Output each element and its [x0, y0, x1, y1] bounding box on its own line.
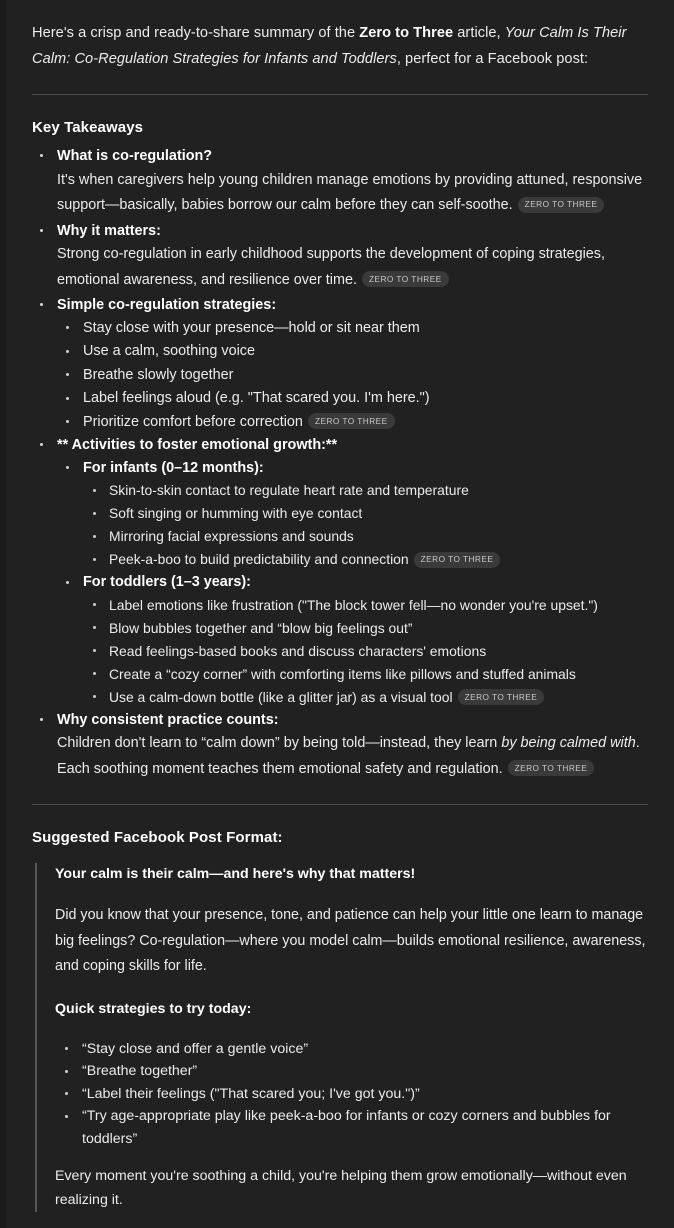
strategy-text: “Label their feelings ("That scared you; I've got you.")” [82, 1085, 420, 1102]
bullet-icon [93, 558, 96, 561]
list-item [57, 364, 648, 387]
bullet-icon [40, 154, 43, 157]
activity-text: Peek-a-boo to build predictability and connection [109, 551, 409, 567]
bullet-icon [66, 466, 69, 469]
list-item [83, 617, 648, 639]
item-lead-label: Why consistent practice counts: [57, 711, 279, 728]
quick-strategies-list [55, 1038, 648, 1151]
bullet-icon [40, 718, 43, 721]
activities-group-list [57, 457, 648, 708]
quote-closing-line: Every moment you're soothing a child, you're helping them grow emotionally—without even realizing it. [55, 1168, 627, 1208]
intro-text-after: , perfect for a Facebook post: [396, 51, 589, 67]
item-body-inner: It's when caregivers help young children manage emotions by providing attuned, responsive support—basically, babies borrow our calm before they can self-soothe. [57, 171, 643, 213]
bullet-icon [93, 512, 96, 515]
bullet-icon [66, 420, 69, 423]
activity-text: Soft singing or humming with eye contact [109, 505, 363, 521]
bullet-icon [65, 1047, 68, 1050]
quote-paragraph: Did you know that your presence, tone, and patience can help your little one learn to manage big feelings? Co-regulation—where you model calm—builds emotional resilience, awareness, and coping skills for life. [55, 907, 646, 974]
activity-text: Create a “cozy corner” with comforting items like pillows and stuffed animals [109, 665, 576, 682]
bullet-icon [93, 626, 96, 629]
bullet-icon [93, 672, 96, 675]
bullet-icon [65, 1115, 68, 1118]
bullet-icon [65, 1070, 68, 1073]
item-lead-label: Simple co-regulation strategies: [57, 297, 277, 313]
list-item [57, 457, 648, 571]
body-italic-emphasis: by being calmed with [501, 735, 636, 751]
sub-item-text: Prioritize comfort before correction [83, 413, 303, 430]
list-item [83, 640, 648, 662]
intro-article-title: Your Calm Is Their Calm: Co-Regulation Strategies for Infants and Toddlers [32, 25, 627, 67]
citation-chip[interactable]: ZERO TO THREE [414, 552, 501, 568]
intro-paragraph [32, 20, 648, 72]
list-item [83, 663, 648, 685]
strategy-text: “Try age-appropriate play like peek-a-boo for infants or cozy corners and bubbles for toddlers” [82, 1108, 611, 1147]
activity-text: Mirroring facial expressions and sounds [109, 528, 354, 544]
age-group-title: For infants (0–12 months): [83, 459, 264, 476]
item-body-text [57, 731, 648, 782]
item-body-inner: Strong co-regulation in early childhood supports the development of coping strategies, emotional awareness, and resilience over time. [57, 246, 605, 288]
bullet-icon [93, 649, 96, 652]
divider-bottom [32, 804, 648, 805]
bullet-icon [66, 373, 69, 376]
bullet-icon [66, 397, 69, 400]
key-takeaways-list [32, 145, 648, 782]
list-item [83, 525, 648, 547]
intro-text-before: Here's a crisp and ready-to-share summary of the [32, 25, 360, 41]
list-item [32, 709, 648, 783]
item-lead-label: Why it matters: [57, 222, 161, 239]
bullet-icon [66, 350, 69, 353]
bullet-icon [40, 303, 43, 306]
item-lead-label: What is co-regulation? [57, 148, 213, 164]
age-group-title: For toddlers (1–3 years): [83, 574, 251, 590]
infants-activity-list [83, 479, 648, 570]
item-lead-label: ** Activities to foster emotional growth:** [57, 437, 338, 453]
body-before-italic: Children don't learn to “calm down” by being told—instead, they learn [57, 735, 502, 751]
sub-item-text: Stay close with your presence—hold or sit near them [83, 319, 420, 336]
list-item [83, 548, 648, 570]
item-body-text [57, 168, 648, 219]
sub-item-text: Breathe slowly together [83, 366, 234, 383]
sub-item-text: Use a calm, soothing voice [83, 343, 255, 359]
activity-text: Blow bubbles together and “blow big feelings out” [109, 619, 413, 636]
list-item [55, 1083, 648, 1106]
bullet-icon [40, 443, 43, 446]
citation-chip[interactable]: ZERO TO THREE [508, 760, 595, 776]
activity-text: Read feelings-based books and discuss characters' emotions [109, 642, 487, 659]
list-item [55, 1060, 648, 1083]
quote-subheading: Quick strategies to try today: [55, 1000, 252, 1017]
list-item [57, 411, 648, 434]
bullet-icon [65, 1092, 68, 1095]
intro-bold-source: Zero to Three [359, 25, 454, 41]
bullet-icon [93, 603, 96, 606]
facebook-post-blockquote [35, 863, 648, 1212]
list-item [55, 1038, 648, 1061]
activity-text: Skin-to-skin contact to regulate heart rate and temperature [109, 482, 469, 498]
list-item [55, 1105, 648, 1150]
bullet-icon [66, 581, 69, 584]
body-after-italic: . Each soothing moment teaches them emotional safety and regulation. [57, 735, 640, 777]
list-item [32, 220, 648, 294]
list-item [32, 294, 648, 433]
divider-top [32, 94, 648, 95]
bullet-icon [93, 489, 96, 492]
bullet-icon [93, 695, 96, 698]
list-item [83, 686, 648, 708]
toddlers-activity-list [83, 594, 648, 708]
list-item [83, 594, 648, 616]
simple-strategies-sublist [57, 317, 648, 434]
citation-chip[interactable]: ZERO TO THREE [362, 271, 449, 287]
list-item [83, 479, 648, 501]
list-item [57, 317, 648, 340]
list-item [57, 571, 648, 708]
list-item [32, 434, 648, 708]
key-takeaways-heading: Key Takeaways [32, 119, 144, 136]
citation-chip[interactable]: ZERO TO THREE [458, 689, 545, 705]
list-item [57, 340, 648, 363]
list-item [57, 387, 648, 410]
item-body-text [57, 242, 648, 293]
activity-text: Label emotions like frustration ("The block tower fell—no wonder you're upset.") [109, 596, 598, 613]
list-item [83, 502, 648, 524]
activity-text: Use a calm-down bottle (like a glitter jar) as a visual tool [109, 688, 453, 705]
citation-chip[interactable]: ZERO TO THREE [308, 413, 395, 429]
sub-item-text: Label feelings aloud (e.g. "That scared you. I'm here.") [83, 390, 430, 406]
strategy-text: “Stay close and offer a gentle voice” [82, 1040, 309, 1057]
citation-chip[interactable]: ZERO TO THREE [518, 197, 605, 213]
bullet-icon [66, 326, 69, 329]
list-item [32, 145, 648, 219]
quote-headline: Your calm is their calm—and here's why that matters! [55, 866, 416, 882]
bullet-icon [40, 229, 43, 232]
facebook-post-heading: Suggested Facebook Post Format: [32, 829, 283, 846]
bullet-icon [93, 535, 96, 538]
intro-text-mid: article, [453, 25, 505, 41]
strategy-text: “Breathe together” [82, 1063, 198, 1079]
